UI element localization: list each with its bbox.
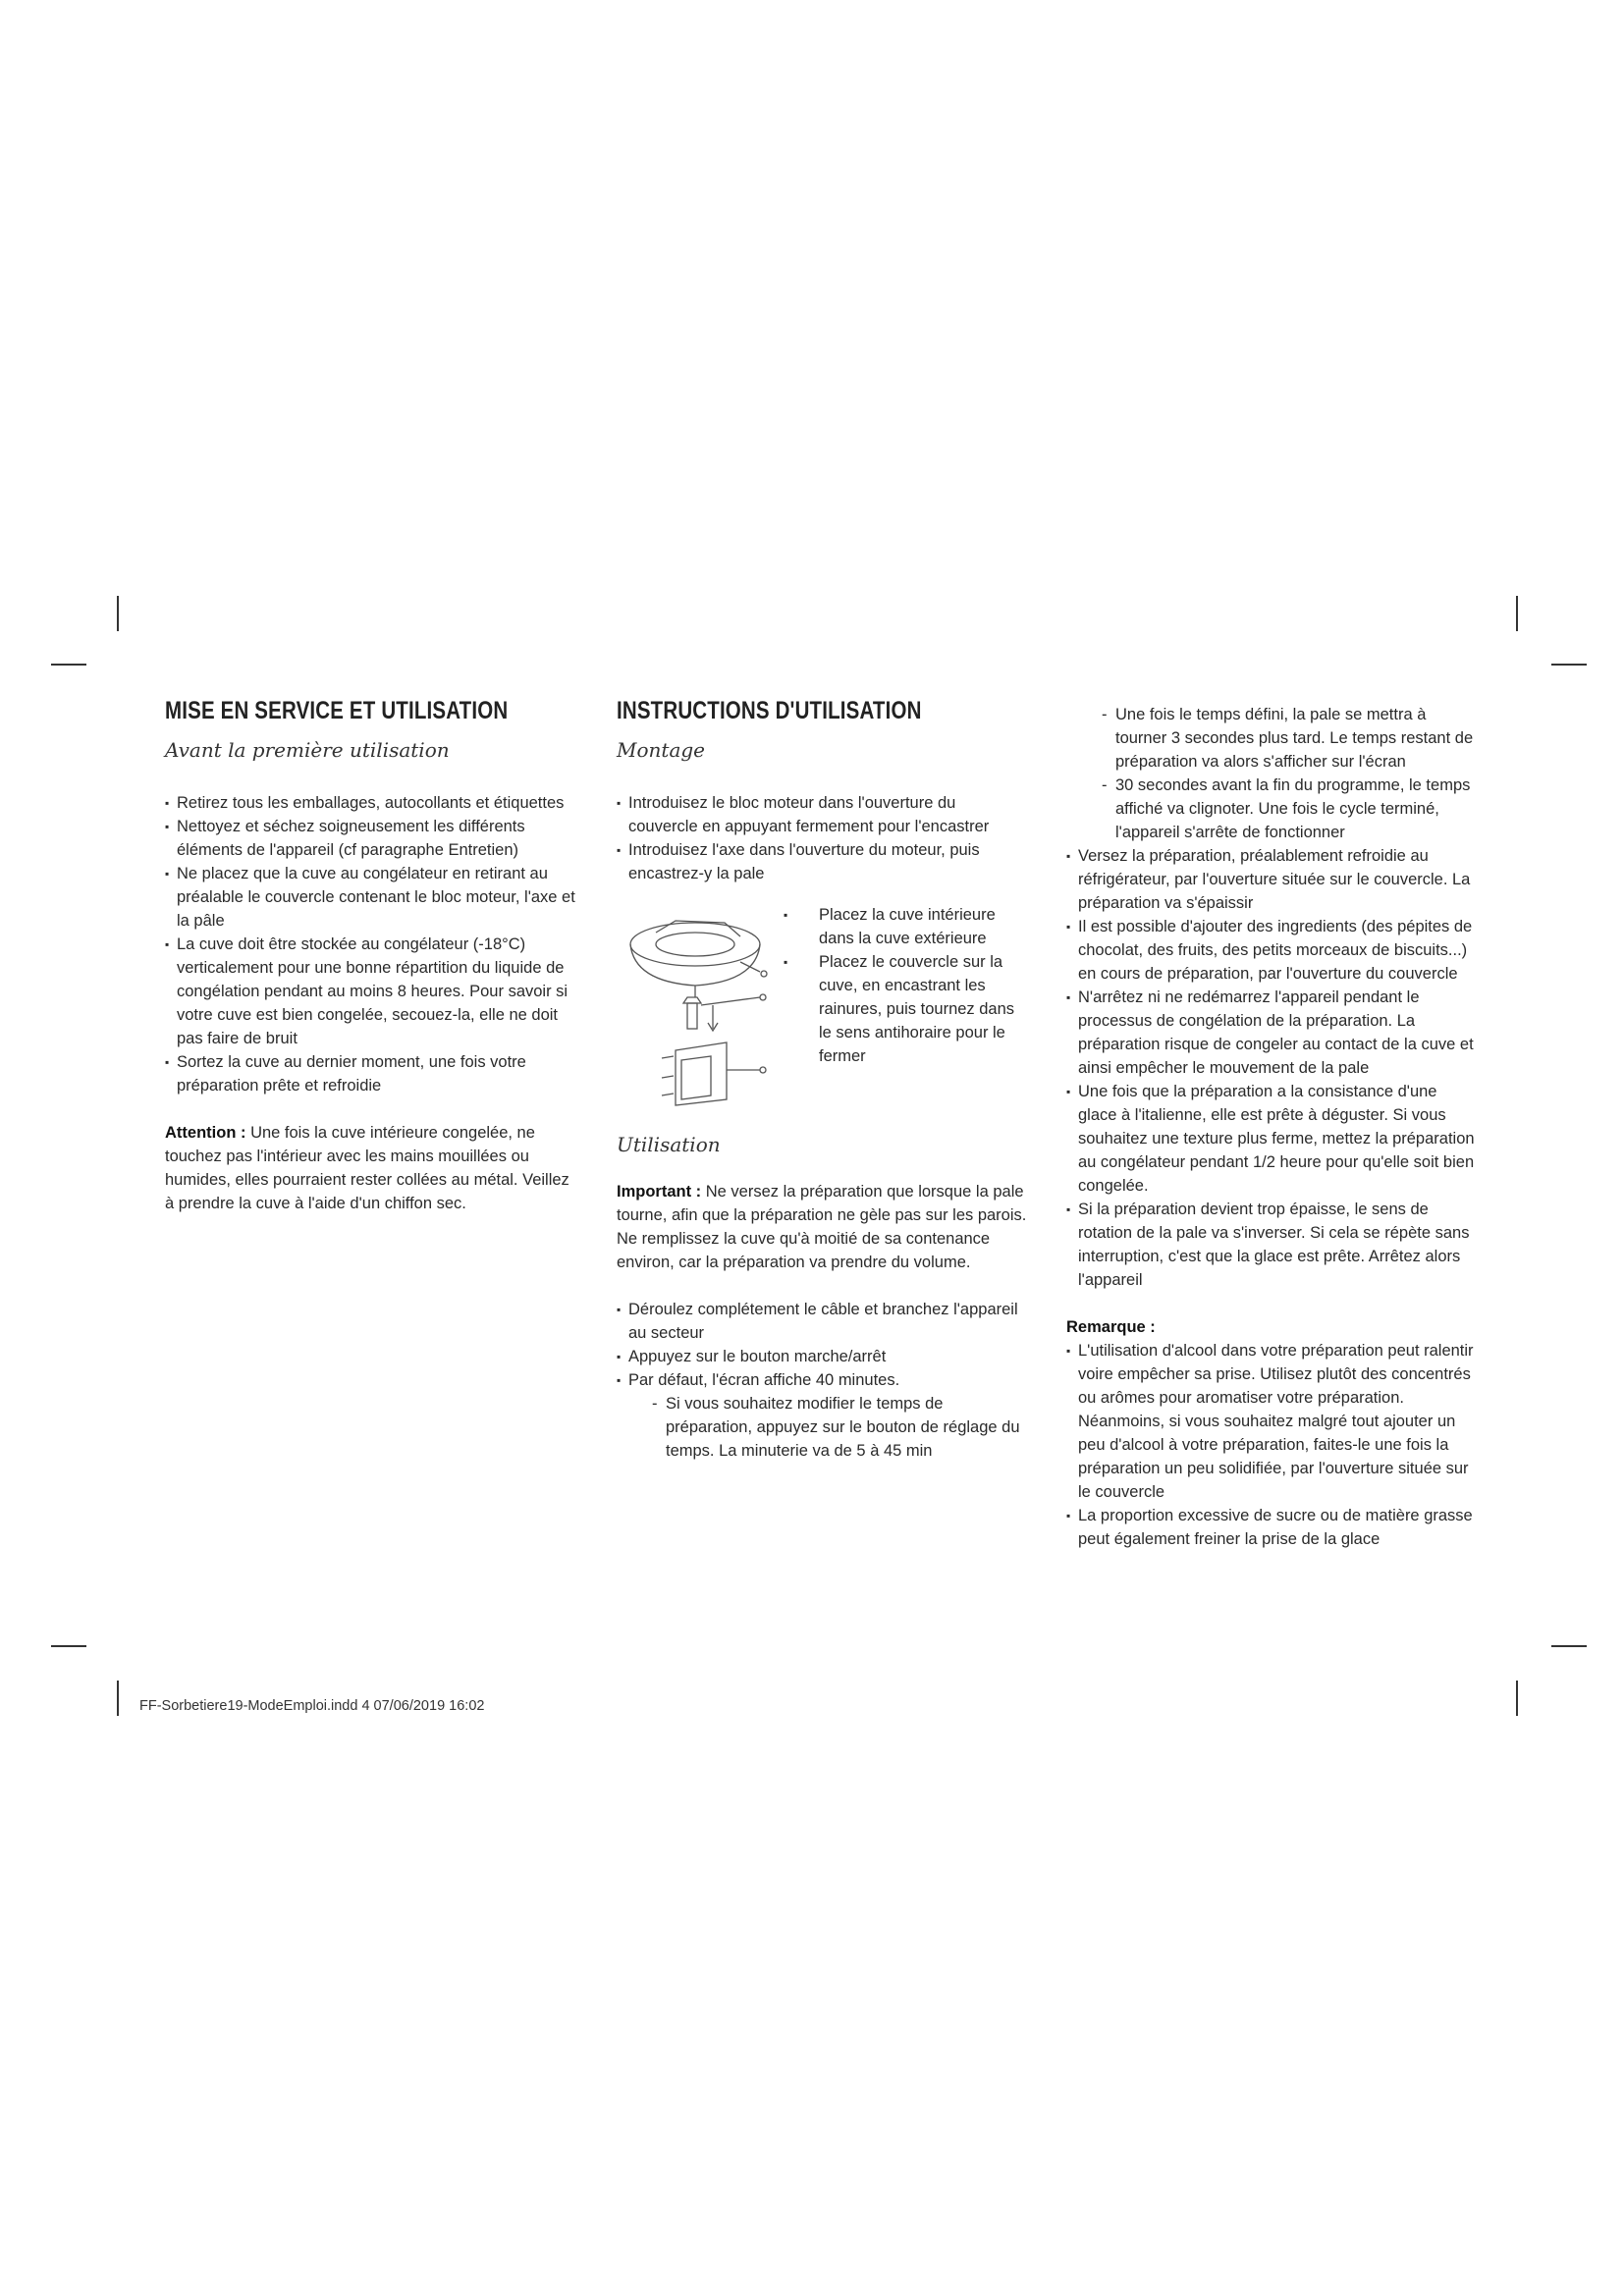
section-title: MISE EN SERVICE ET UTILISATION	[165, 697, 509, 724]
list-item: ▪ Il est possible d'ajouter des ingredients (des pépites de chocolat, des fruits, des petits morceaux de biscuits...) en cours de préparation, par l'ouverture du couvercle	[1066, 915, 1479, 986]
list-item: ▪ Introduisez l'axe dans l'ouverture du moteur, puis encastrez-y la pale	[617, 838, 1029, 885]
column-instructions	[617, 699, 1029, 1463]
important-note	[617, 1180, 1029, 1274]
attention-note	[165, 1121, 577, 1215]
bullet-list	[1066, 844, 1479, 1292]
list-item: ▪ Retirez tous les emballages, autocollants et étiquettes	[165, 791, 577, 815]
list-item: ▪ Versez la préparation, préalablement refroidie au réfrigérateur, par l'ouverture située sur le couvercle. La préparation va s'épaissir	[1066, 844, 1479, 915]
attention-text: Une fois la cuve intérieure congelée, ne touchez pas l'intérieur avec les mains mouillées ou humides, elles pourraient rester collées au métal. Veillez à prendre la cuve à l'aide d'un chiffon sec.	[165, 1124, 569, 1212]
list-item: - 30 secondes avant la fin du programme, le temps affiché va clignoter. Une fois le cycle terminé, l'appareil s'arrête de fonctionner	[1102, 774, 1479, 844]
list-item: ▪ La proportion excessive de sucre ou de matière grasse peut également freiner la prise de la glace	[1066, 1504, 1479, 1551]
list-item: ▪ Déroulez complétement le câble et branchez l'appareil au secteur	[617, 1298, 1029, 1345]
attention-label: Attention :	[165, 1124, 246, 1142]
bullet-list	[165, 791, 577, 1097]
important-label: Important :	[617, 1183, 702, 1201]
column-continued	[1066, 703, 1479, 1551]
crop-mark-top-left	[117, 596, 119, 631]
list-item: ▪ Une fois que la préparation a la consistance d'une glace à l'italienne, elle est prête à déguster. Si vous souhaitez une texture plus ferme, mettez la préparation au congélateur pendant 1/2 heure pour qu'elle soit bien congelée.	[1066, 1080, 1479, 1198]
print-footer: FF-Sorbetiere19-ModeEmploi.indd 4 07/06/2019 16:02	[139, 1698, 485, 1714]
list-item: - Si vous souhaitez modifier le temps de préparation, appuyez sur le bouton de réglage du temps. La minuterie va de 5 à 45 min	[652, 1392, 1029, 1463]
dash-list	[617, 1392, 1029, 1463]
section-title: INSTRUCTIONS D'UTILISATION	[617, 697, 922, 724]
list-item: ▪ Introduisez le bloc moteur dans l'ouverture du couvercle en appuyant fermement pour l'encastrer	[617, 791, 1029, 838]
crop-mark-left-upper	[51, 664, 86, 666]
crop-mark-top-right	[1516, 596, 1518, 631]
subsection-title: Avant la première utilisation	[165, 738, 450, 762]
list-item: ▪ Par défaut, l'écran affiche 40 minutes.	[617, 1368, 1029, 1392]
important-text: Ne versez la préparation que lorsque la pale tourne, afin que la préparation ne gèle pas sur les parois. Ne remplissez la cuve qu'à moitié de sa contenance environ, car la préparation va prendre du volume.	[617, 1183, 1027, 1271]
crop-mark-bottom-left	[117, 1681, 119, 1716]
list-item: ▪ Placez la cuve intérieure dans la cuve extérieure	[784, 903, 1029, 950]
assembly-illustration	[617, 903, 784, 1109]
remarque-label: Remarque :	[1066, 1318, 1156, 1336]
crop-mark-left-lower	[51, 1645, 86, 1647]
bullet-list	[617, 1298, 1029, 1392]
list-item: ▪ Nettoyez et séchez soigneusement les différents éléments de l'appareil (cf paragraphe Entretien)	[165, 815, 577, 862]
list-item: - Une fois le temps défini, la pale se mettra à tourner 3 secondes plus tard. Le temps restant de préparation va alors s'afficher sur l'écran	[1102, 703, 1479, 774]
crop-mark-bottom-right	[1516, 1681, 1518, 1716]
column-mise-en-service	[165, 699, 577, 1215]
crop-mark-right-upper	[1551, 664, 1587, 666]
subsection-title-montage: Montage	[617, 738, 705, 762]
list-item: ▪ Placez le couvercle sur la cuve, en encastrant les rainures, puis tournez dans le sens antihoraire pour le fermer	[784, 950, 1029, 1068]
list-item: ▪ Appuyez sur le bouton marche/arrêt	[617, 1345, 1029, 1368]
list-item: ▪ Si la préparation devient trop épaisse, le sens de rotation de la pale va s'inverser. Si cela se répète sans interruption, c'est que la glace est prête. Arrêtez alors l'appareil	[1066, 1198, 1479, 1292]
list-item: ▪ Sortez la cuve au dernier moment, une fois votre préparation prête et refroidie	[165, 1050, 577, 1097]
list-item: ▪ Ne placez que la cuve au congélateur en retirant au préalable le couvercle contenant le bloc moteur, l'axe et la pâle	[165, 862, 577, 933]
list-item: ▪ N'arrêtez ni ne redémarrez l'appareil pendant le processus de congélation de la préparation. La préparation risque de congeler au contact de la cuve et ainsi empêcher le mouvement de la pale	[1066, 986, 1479, 1080]
remarque-list	[1066, 1339, 1479, 1551]
dash-list	[1066, 703, 1479, 844]
crop-mark-right-lower	[1551, 1645, 1587, 1647]
list-item: ▪ La cuve doit être stockée au congélateur (-18°C) verticalement pour une bonne répartition du liquide de congélation pendant au moins 8 heures. Pour savoir si votre cuve est bien congelée, secouez-la, elle ne doit pas faire de bruit	[165, 933, 577, 1050]
list-item: ▪ L'utilisation d'alcool dans votre préparation peut ralentir voire empêcher sa prise. Utilisez plutôt des concentrés ou arômes pour aromatiser votre préparation. Néanmoins, si vous souhaitez malgré tout ajouter un peu d'alcool à votre préparation, faites-le une fois la préparation un peu solidifiée, par l'ouverture située sur le couvercle	[1066, 1339, 1479, 1504]
figure-bullet-list	[784, 903, 1029, 1109]
bullet-list	[617, 791, 1029, 885]
subsection-title-utilisation: Utilisation	[617, 1133, 721, 1156]
